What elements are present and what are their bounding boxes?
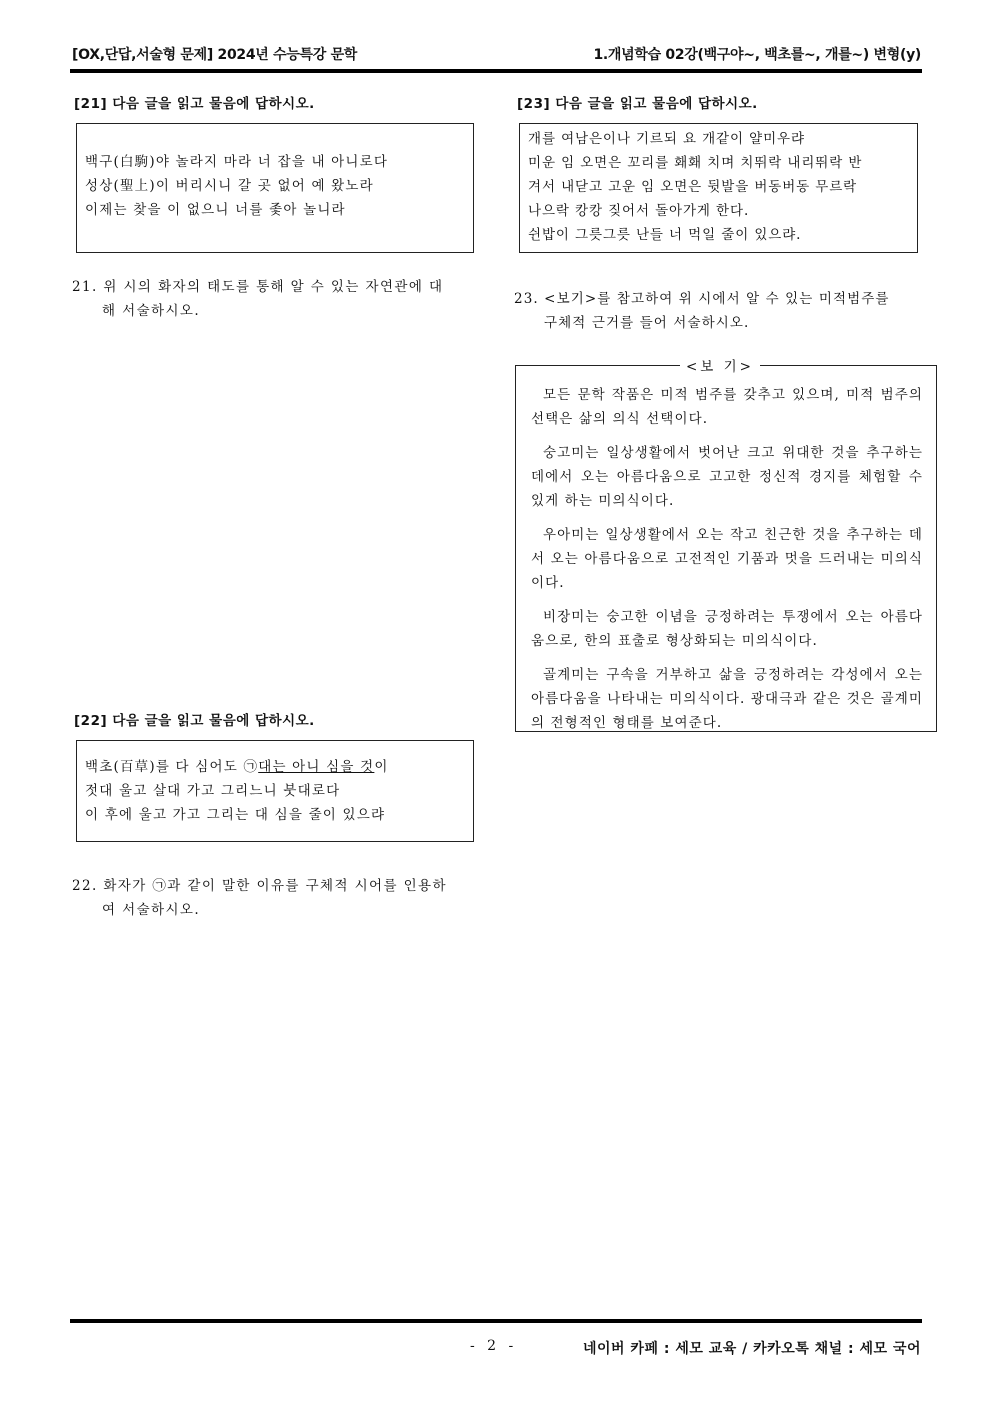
q22-poem-box (76, 740, 474, 842)
q22-question-line-1: 22. 화자가 ㉠과 같이 말한 이유를 구체적 시어를 인용하 (72, 878, 447, 894)
bogi-title: <보 기> (680, 355, 760, 375)
q22-poem-line-1 (85, 755, 473, 779)
q21-question (72, 275, 482, 323)
q23-poem-line-5: 쉰밥이 그릇그릇 난들 너 먹일 줄이 있으랴. (528, 227, 802, 243)
q21-poem-line-3: 이제는 찾을 이 없으니 너를 좇아 놀니라 (85, 202, 346, 218)
q22-question (72, 874, 482, 922)
page-number: - 2 - (470, 1338, 518, 1354)
bogi-paragraph-3: 우아미는 일상생활에서 오는 작고 친근한 것을 추구하는 데서 오는 아름다움으로 고전적인 기품과 멋을 드러내는 미의식이다. (531, 527, 923, 591)
bogi-box (515, 365, 937, 732)
footer-text: 네이버 카페 : 세모 교육 / 카카오톡 채널 : 세모 국어 (582, 1341, 921, 1357)
q22-poem-line-1-pre: 백초(百草)를 다 심어도 ㉠ (85, 759, 259, 775)
q22-poem-line-1-post: 이 (374, 759, 389, 775)
q22-question-line-2: 여 서술하시오. (102, 902, 201, 918)
bogi-paragraph-5: 골계미는 구속을 거부하고 삶을 긍정하려는 각성에서 오는 아름다움을 나타내는 미의식이다. 광대극과 같은 것은 골계미의 전형적인 형태를 보여준다. (531, 667, 923, 731)
q23-poem-box (519, 123, 918, 253)
q21-question-line-2: 해 서술하시오. (102, 303, 201, 319)
q23-poem-line-3: 겨서 내닫고 고운 임 오면은 뒷발을 버동버동 무르락 (528, 179, 858, 195)
q21-question-line-1: 21. 위 시의 화자의 태도를 통해 알 수 있는 자연관에 대 (72, 279, 444, 295)
q23-heading: [23] 다음 글을 읽고 물음에 답하시오. (517, 96, 758, 112)
bogi-paragraph-2: 숭고미는 일상생활에서 벗어난 크고 위대한 것을 추구하는 데에서 오는 아름다움으로 고고한 정신적 경지를 체험할 수 있게 하는 미의식이다. (531, 445, 923, 509)
q23-question-line-1: 23. <보기>를 참고하여 위 시에서 알 수 있는 미적범주를 (514, 291, 890, 307)
q23-poem-line-1: 개를 여남은이나 기르되 요 개같이 얄미우랴 (528, 131, 805, 147)
q23-question-line-2: 구체적 근거를 들어 서술하시오. (544, 315, 750, 331)
q22-heading: [22] 다음 글을 읽고 물음에 답하시오. (74, 713, 315, 729)
q22-underlined-phrase: 대는 아니 심을 것 (258, 759, 375, 775)
header-section: 1.개념학습 02강(백구야~, 백초를~, 개를~) 변형(y) (593, 47, 921, 63)
header-rule (70, 69, 922, 73)
footer-rule (70, 1319, 922, 1323)
bogi-paragraph-4: 비장미는 숭고한 이념을 긍정하려는 투쟁에서 오는 아름다움으로, 한의 표출로 형상화되는 미의식이다. (531, 609, 923, 649)
q21-heading: [21] 다음 글을 읽고 물음에 답하시오. (74, 96, 315, 112)
q21-poem-box (76, 123, 474, 253)
q21-poem-line-1: 백구(白駒)야 놀라지 마라 너 잡을 내 아니로다 (85, 154, 389, 170)
bogi-paragraph-1: 모든 문학 작품은 미적 범주를 갖추고 있으며, 미적 범주의 선택은 삶의 의식 선택이다. (531, 387, 923, 427)
q23-poem-line-4: 나으락 캉캉 짖어서 돌아가게 한다. (528, 203, 750, 219)
q22-poem-line-3: 이 후에 울고 가고 그리는 대 심을 줄이 있으랴 (85, 807, 386, 823)
q21-poem-line-2: 성상(聖上)이 버리시니 갈 곳 없어 예 왔노라 (85, 178, 374, 194)
q22-poem-line-2: 젓대 울고 살대 가고 그리느니 붓대로다 (85, 783, 341, 799)
header-title: [OX,단답,서술형 문제] 2024년 수능특강 문학 (72, 47, 358, 63)
q23-question (514, 287, 926, 335)
q23-poem-line-2: 미운 임 오면은 꼬리를 홰홰 치며 치뛰락 내리뛰락 반 (528, 155, 863, 171)
